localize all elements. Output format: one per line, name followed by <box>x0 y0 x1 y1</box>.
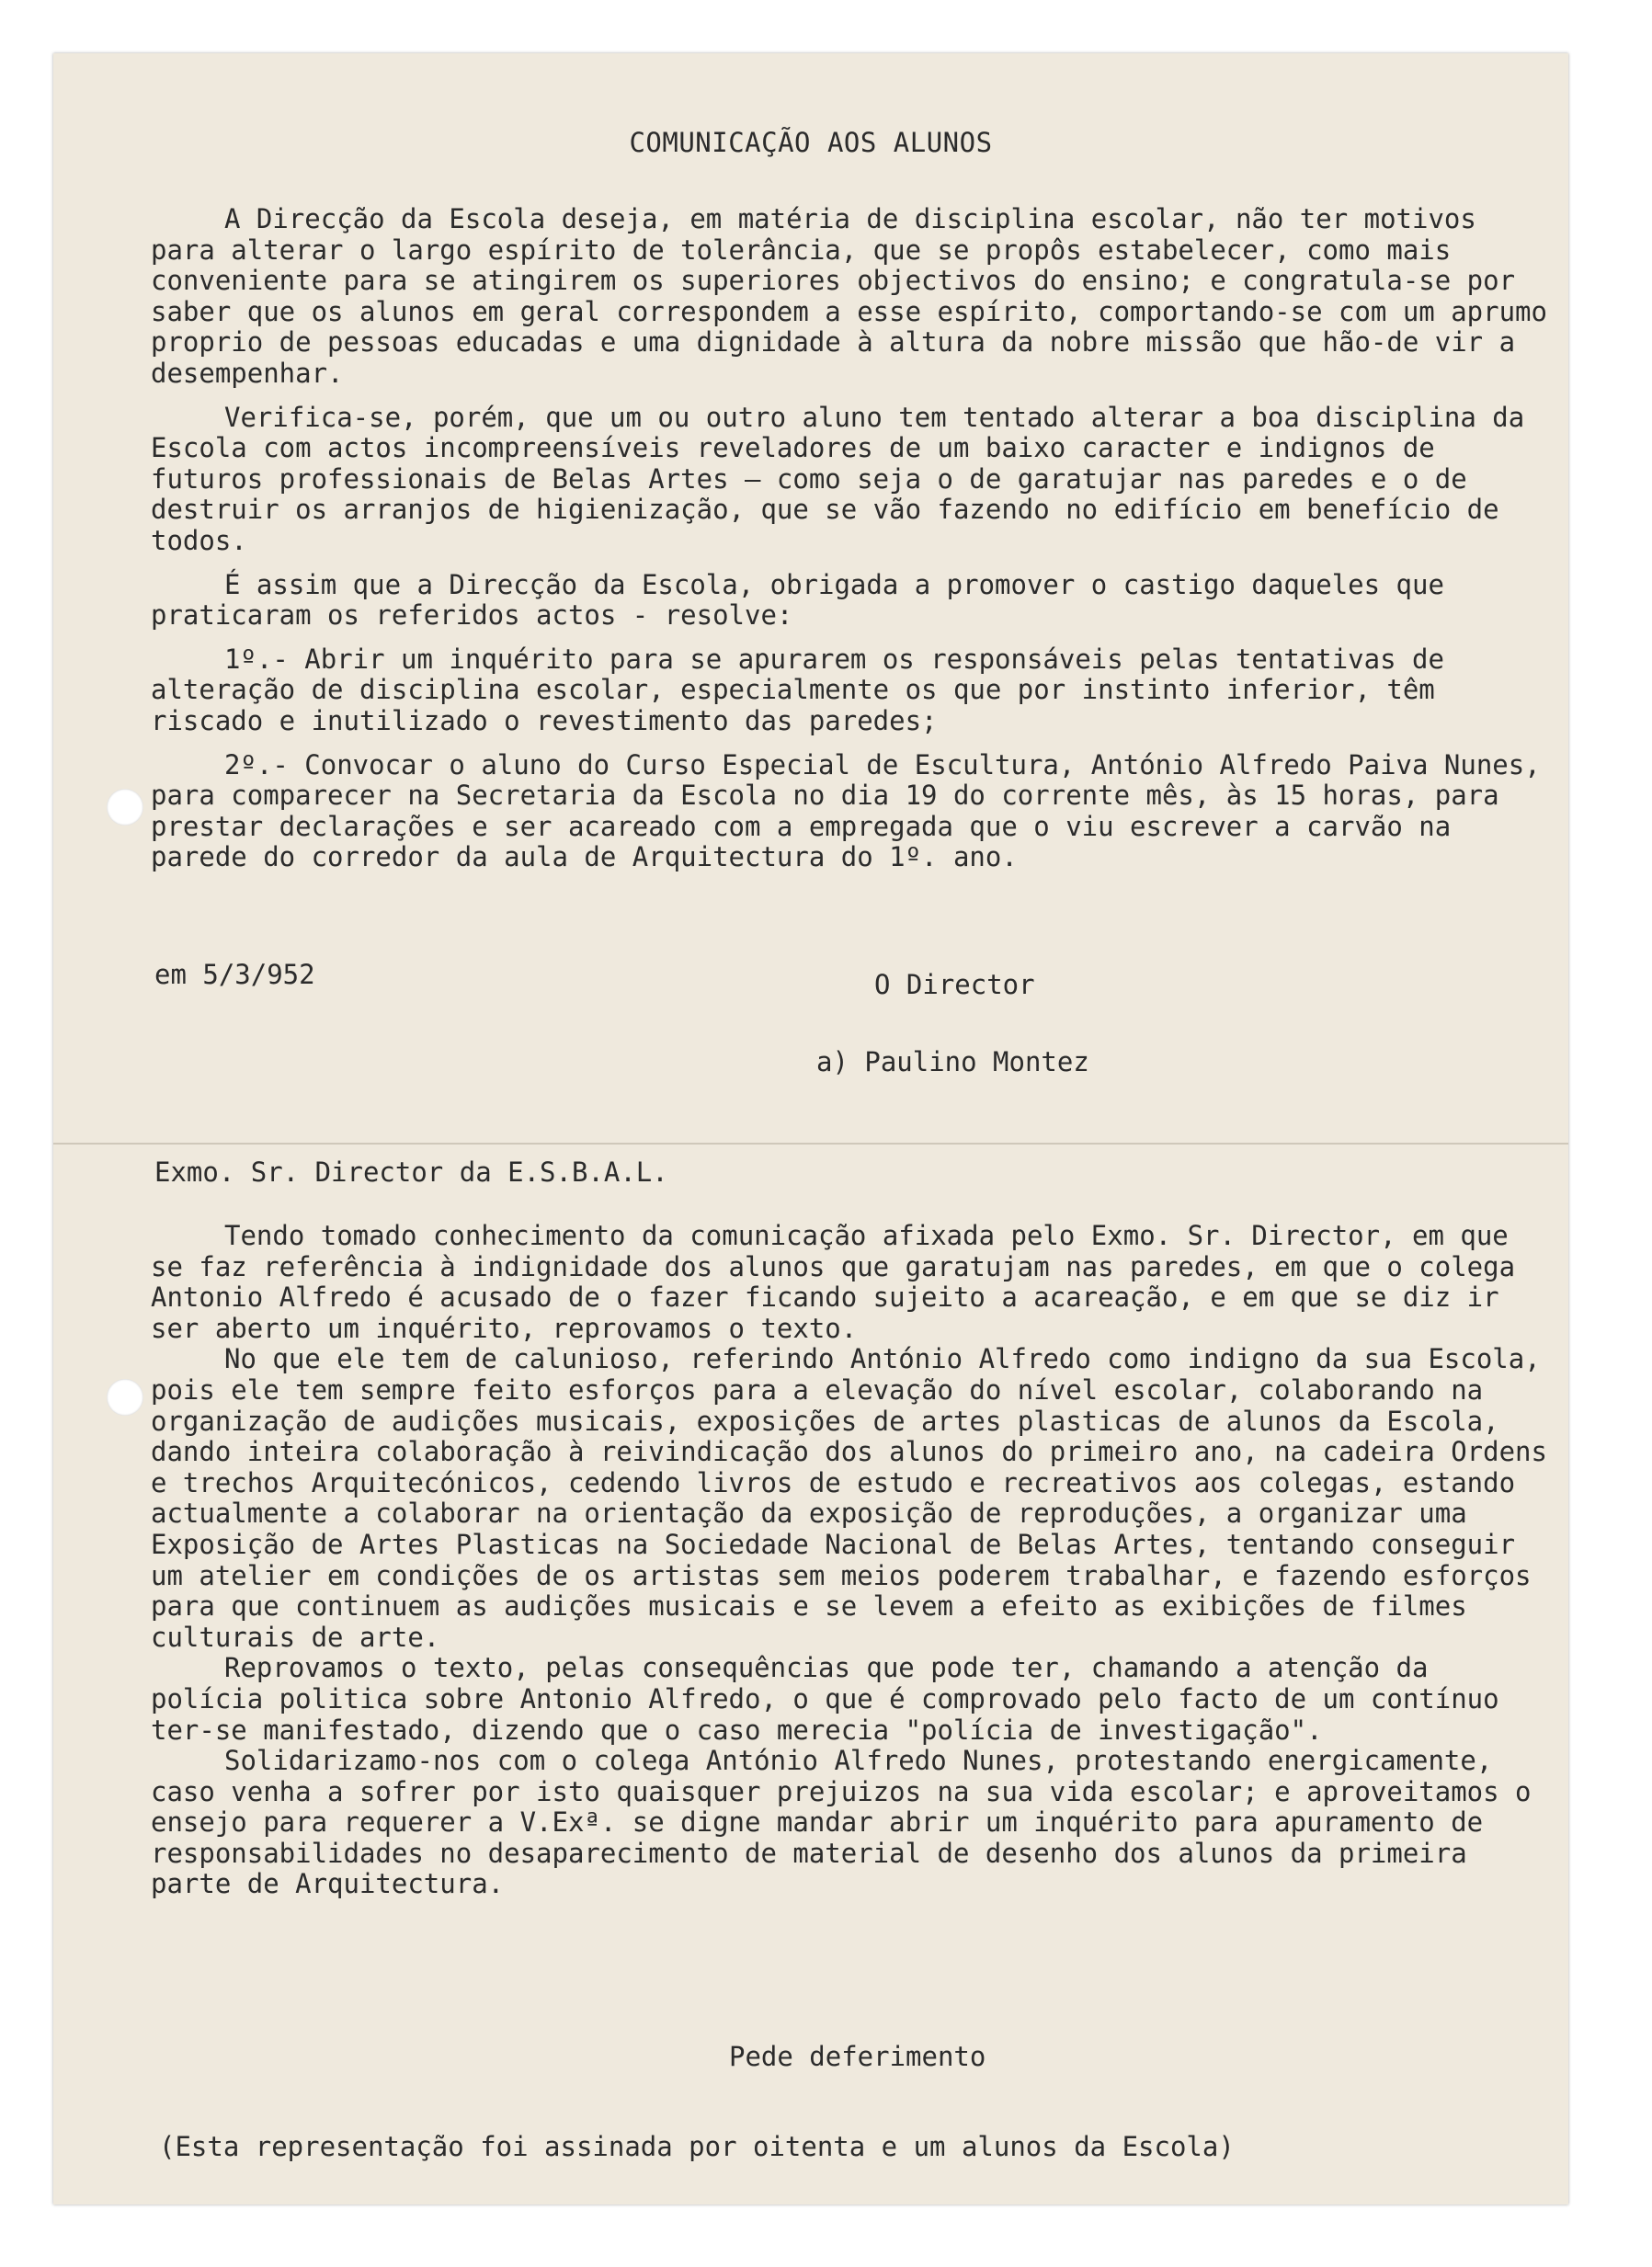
communication-paragraph: Verifica-se, porém, que um ou outro aluno tem tentado alterar a boa disciplina da Escola com actos incompreensíveis reveladores de um baixo caracter e indignos de futuros professionais de Belas Artes — como seja o de garatujar nas paredes e o de destruir os arranjos de higienização, que se vão fazendo no edifício em benefício de todos. <box>151 401 1525 556</box>
resolution-item-1: 1º.- Abrir um inquérito para se apurarem os responsáveis pelas tentativas de alteração de disciplina escolar, especialmente os que por instinto inferior, têm riscado e inutilizado o revestimento das paredes; <box>151 643 1444 736</box>
representation-paragraph: Reprovamos o texto, pelas consequências que pode ter, chamando a atenção da polícia politica sobre Antonio Alfredo, o que é comprovado pelo facto de um contínuo ter-se manifestado, dizendo que o caso merecia "polícia de investigação". <box>151 1652 1499 1746</box>
document-title: COMUNICAÇÃO AOS ALUNOS <box>629 127 993 158</box>
communication-body <box>151 204 1553 873</box>
signature: a) Paulino Montez <box>816 1046 1089 1077</box>
representation-paragraph: Solidarizamo-nos com o colega António Alfredo Nunes, protestando energicamente, caso venha a sofrer por isto quaisquer prejuizos na sua vida escolar; e aproveitamos o ensejo para requerer a V.Exª. se digne mandar abrir um inquérito para apuramento de responsabilidades no desaparecimento de material de desenho dos alunos da primeira parte de Arquitectura. <box>151 1745 1532 1900</box>
representation-paragraph: No que ele tem de calunioso, referindo António Alfredo como indigno da sua Escola, pois ele tem sempre feito esforços para a elevação do nível escolar, colaborando na organização de audições musicais, exposições de artes plasticas de alunos da Escola, dando inteira colaboração à reivindicação dos alunos do primeiro ano, na cadeira Ordens e trechos Arquitecónicos, cedendo livros de estudo e recreativos aos colegas, estando actualmente a colaborar na orientação da exposição de reproduções, a organizar uma Exposição de Artes Plasticas na Sociedade Nacional de Belas Artes, tentando conseguir um atelier em condições de os artistas sem meios poderem trabalhar, e fazendo esforços para que continuem as audições musicais e se levem a efeito as exibições de filmes culturais de arte. <box>151 1343 1547 1653</box>
signer-title: O Director <box>874 969 1035 1000</box>
punch-hole <box>107 789 143 826</box>
salutation: Exmo. Sr. Director da E.S.B.A.L. <box>154 1156 668 1188</box>
page-fold-line <box>53 1143 1568 1145</box>
resolution-item-2: 2º.- Convocar o aluno do Curso Especial de Escultura, António Alfredo Paiva Nunes, para comparecer na Secretaria da Escola no dia 19 do corrente mês, às 15 horas, para prestar declarações e ser acareado com a empregada que o viu escrever a carvão na parede do corredor da aula de Arquitectura do 1º. ano. <box>151 748 1541 873</box>
representation-paragraph: Tendo tomado conhecimento da comunicação afixada pelo Exmo. Sr. Director, em que se faz referência à indignidade dos alunos que garatujam nas paredes, em que o colega Antonio Alfredo é acusado de o fazer ficando sujeito a acareação, e em que se diz ir ser aberto um inquérito, reprovamos o texto. <box>151 1220 1516 1344</box>
document-sheet <box>53 53 1568 2204</box>
communication-paragraph: É assim que a Direcção da Escola, obrigada a promover o castigo daqueles que praticaram os referidos actos - resolve: <box>151 568 1444 632</box>
punch-hole <box>107 1379 143 1416</box>
communication-paragraph: A Direcção da Escola deseja, em matéria de disciplina escolar, não ter motivos para alterar o largo espírito de tolerância, que se propôs estabelecer, como mais conveniente para se atingirem os superiores objectivos do ensino; e congratula-se por saber que os alunos em geral correspondem a esse espírito, comportando-se com um aprumo proprio de pessoas educadas e uma dignidade à altura da nobre missão que hão-de vir a desempenhar. <box>151 203 1547 389</box>
closing: Pede deferimento <box>729 2041 986 2072</box>
representation-body <box>151 1221 1553 1900</box>
footnote: (Esta representação foi assinada por oitenta e um alunos da Escola) <box>159 2131 1235 2162</box>
communication-date: em 5/3/952 <box>154 959 315 990</box>
